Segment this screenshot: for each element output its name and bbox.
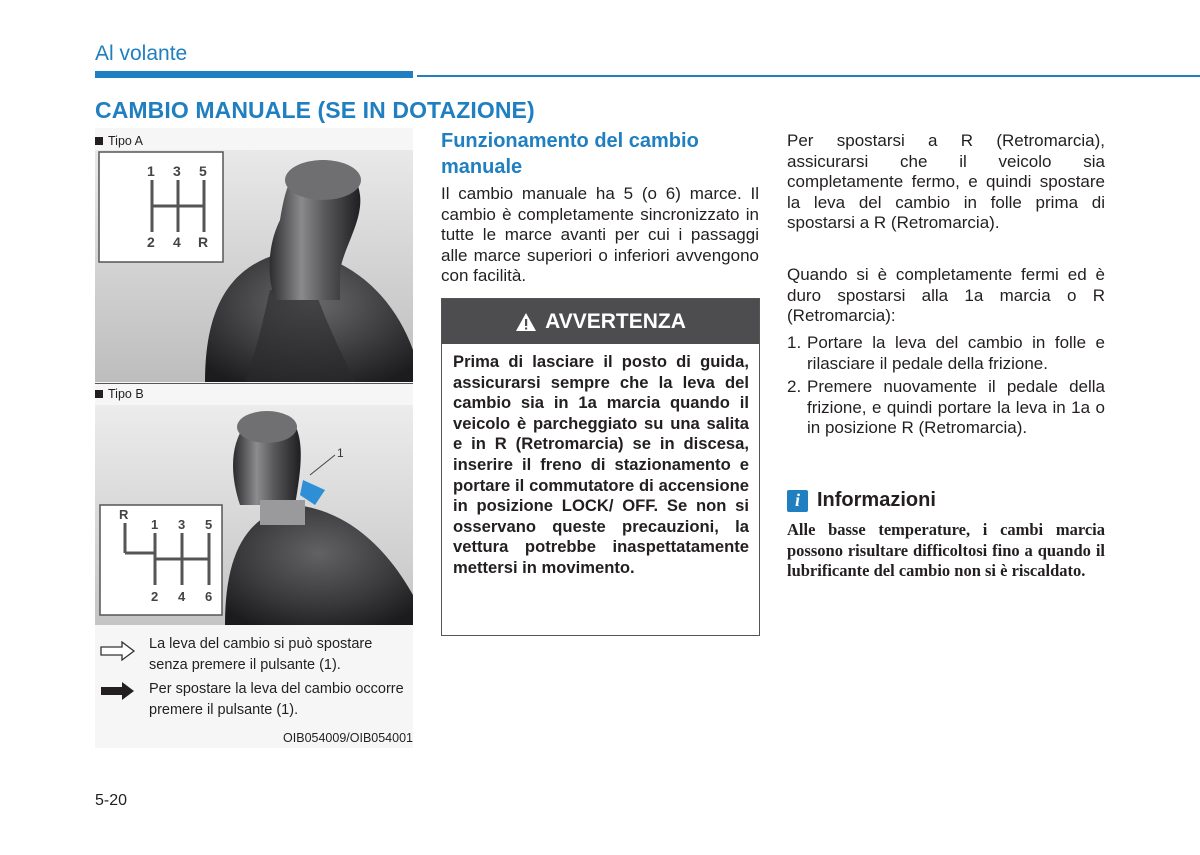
gear-b-4: 4 (178, 589, 186, 604)
label-square-icon (95, 390, 103, 398)
gear-a-3: 3 (173, 163, 181, 179)
section-title: Al volante (95, 42, 188, 65)
warning-box (441, 298, 760, 636)
list-number: 1. (787, 333, 802, 352)
gear-b-2: 2 (151, 589, 159, 604)
callout-1: 1 (337, 446, 344, 460)
gear-a-2: 2 (147, 234, 155, 250)
list-text: Premere nuovamente il pedale della frizione, e quindi portare la leva in 1a o in posizione R (Retromarcia). (807, 377, 1105, 438)
solid-arrow-icon (100, 681, 136, 706)
label-square-icon (95, 137, 103, 145)
intro-paragraph: Il cambio manuale ha 5 (o 6) marce. Il cambio è completamente sincronizzato in tutte le marce avanti per cui i passaggi alle marce superiori o inferiori avvengono con facilità. (441, 184, 759, 286)
figure-label-b (95, 387, 144, 401)
stopped-paragraph: Quando si è completamente fermi ed è duro spostarsi alla 1a marcia o R (Retromarcia): (787, 265, 1105, 326)
section-heading: Funzionamento del cambio manuale (441, 130, 699, 178)
legend-outline-text: La leva del cambio si può spostare senza premere il pulsante (1). (149, 636, 373, 673)
figure-label-b-text: Tipo B (108, 387, 144, 401)
figure-divider (95, 383, 413, 384)
warning-text: Prima di lasciare il posto di guida, assicurarsi sempre che la leva del cambio sia in 1a marcia quando il veicolo è parcheggiato su una salita e in R (Retromarcia) se in discesa, inserire il freno di stazionamento e portare il commutatore di accensione in posizione LOCK/ OFF. Se non si osservano queste precauzioni, la vettura potrebbe inaspettatamente mettersi in movimento. (453, 352, 749, 577)
gear-b-3: 3 (178, 517, 186, 532)
warning-triangle-icon (515, 312, 537, 332)
legend-solid-text: Per spostare la leva del cambio occorre premere il pulsante (1). (149, 681, 404, 718)
info-text: Alle basse temperature, i cambi marcia possono risultare difficoltosi fino a quando il lubrificante del cambio non si è riscaldato. (787, 520, 1105, 581)
figure-tipo-a (95, 150, 413, 382)
list-item (787, 333, 1105, 374)
figure-label-a-text: Tipo A (108, 134, 143, 148)
gear-a-1: 1 (147, 163, 155, 179)
list-number: 2. (787, 377, 802, 397)
chapter-title: CAMBIO MANUALE (SE IN DOTAZIONE) (95, 97, 535, 123)
info-title: Informazioni (817, 489, 936, 511)
figure-tipo-b (95, 405, 413, 625)
gear-knob-illustration-b (95, 405, 413, 625)
gear-b-1: 1 (151, 517, 159, 532)
page-number: 5-20 (95, 792, 128, 809)
gear-a-5: 5 (199, 163, 207, 179)
gear-b-r: R (119, 507, 129, 522)
list-item (787, 377, 1105, 439)
figure-caption: OIB054009/OIB054001 (283, 731, 413, 745)
header-rule-thick (95, 71, 413, 78)
warning-header (442, 299, 759, 344)
gear-a-4: 4 (173, 234, 181, 250)
info-icon: i (787, 490, 808, 512)
outline-arrow-icon (100, 641, 136, 666)
steps-list (787, 333, 1105, 439)
gear-b-6: 6 (205, 589, 213, 604)
reverse-paragraph: Per spostarsi a R (Retromarcia), assicurarsi che il veicolo sia completamente fermo, e quindi spostare la leva del cambio in folle prima di spostarsi a R (Retromarcia). (787, 131, 1105, 233)
warning-title: AVVERTENZA (545, 309, 686, 333)
figure-label-a (95, 134, 143, 148)
list-text: Portare la leva del cambio in folle e rilasciare il pedale della frizione. (807, 333, 1105, 373)
gear-knob-illustration-a (95, 150, 413, 382)
gear-b-5: 5 (205, 517, 213, 532)
header-rule-thin (417, 75, 1200, 77)
gear-a-r: R (198, 234, 209, 250)
info-heading (787, 489, 936, 512)
